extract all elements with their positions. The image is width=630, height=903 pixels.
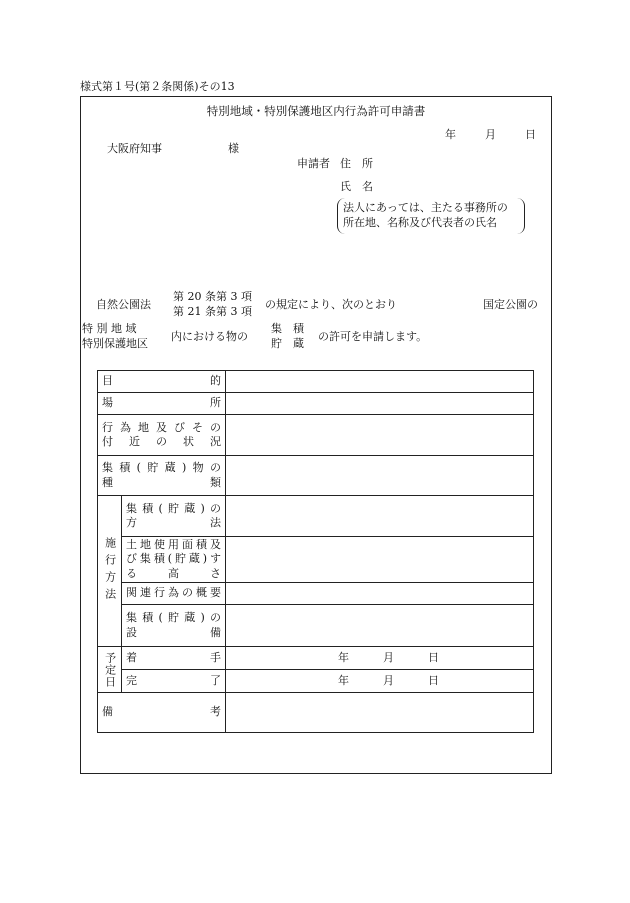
applicant-label: 申請者 bbox=[297, 157, 330, 170]
type-field[interactable] bbox=[226, 456, 534, 496]
date-day-label: 日 bbox=[525, 128, 536, 141]
addressee-name: 大阪府知事 bbox=[107, 142, 162, 155]
applicant-name-label: 氏 名 bbox=[340, 180, 373, 193]
form-title: 特別地域・特別保護地区内行為許可申請書 bbox=[206, 104, 426, 118]
schedule-group-label: 予定日 bbox=[98, 647, 122, 693]
method-group-label: 施行方法 bbox=[98, 496, 122, 647]
land-label: 土地使用面積及 び集積(貯蔵)す る 高 さ bbox=[122, 537, 226, 583]
table-row-related bbox=[98, 583, 534, 605]
addressee-suffix: 様 bbox=[228, 142, 239, 155]
table-row-type bbox=[98, 456, 534, 496]
date-year-label: 年 bbox=[445, 128, 456, 141]
place-field[interactable] bbox=[226, 393, 534, 415]
table-row-site bbox=[98, 415, 534, 456]
method-field[interactable] bbox=[226, 496, 534, 537]
facility-field[interactable] bbox=[226, 605, 534, 647]
date-line bbox=[445, 128, 536, 142]
related-field[interactable] bbox=[226, 583, 534, 605]
start-date-field[interactable] bbox=[226, 647, 534, 670]
table-row-land bbox=[98, 537, 534, 583]
finish-date-field[interactable] bbox=[226, 670, 534, 693]
finish-year-label: 年 bbox=[338, 673, 349, 687]
remarks-field[interactable] bbox=[226, 693, 534, 733]
purpose-label: 目 的 bbox=[98, 371, 226, 393]
table-row-place bbox=[98, 393, 534, 415]
finish-month-label: 月 bbox=[383, 673, 394, 687]
corporate-note-line1: 法人にあっては、主たる事務所の bbox=[343, 201, 508, 214]
statement-in-goods: 内における物の bbox=[171, 330, 248, 343]
statement-act-1: 集 積 bbox=[271, 322, 304, 335]
statement-request: の許可を申請します。 bbox=[318, 330, 428, 343]
finish-label: 完 了 bbox=[122, 670, 226, 693]
table-row-purpose bbox=[98, 371, 534, 393]
type-label: 集積(貯蔵)物の 種 類 bbox=[98, 456, 226, 496]
method-label: 集積(貯蔵)の 方 法 bbox=[122, 496, 226, 537]
table-row-method bbox=[98, 496, 534, 537]
place-label: 場 所 bbox=[98, 393, 226, 415]
statement-law: 自然公園法 bbox=[96, 298, 151, 311]
statement-act-2: 貯 蔵 bbox=[271, 337, 304, 350]
facility-label: 集積(貯蔵)の 設 備 bbox=[122, 605, 226, 647]
start-month-label: 月 bbox=[383, 650, 394, 664]
site-field[interactable] bbox=[226, 415, 534, 456]
statement-clause-2: 第 21 条第 3 項 bbox=[173, 305, 252, 318]
table-row-finish bbox=[98, 670, 534, 693]
purpose-field[interactable] bbox=[226, 371, 534, 393]
form-number: 様式第１号(第２条関係)その13 bbox=[80, 80, 235, 93]
statement-provision: の規定により、次のとおり bbox=[265, 298, 397, 311]
date-month-label: 月 bbox=[485, 128, 496, 141]
table-row-facility bbox=[98, 605, 534, 647]
statement-area-2: 特別保護地区 bbox=[82, 337, 148, 350]
related-label: 関連行為の概要 bbox=[122, 583, 226, 605]
land-field[interactable] bbox=[226, 537, 534, 583]
finish-day-label: 日 bbox=[428, 673, 439, 687]
statement-park: 国定公園の bbox=[483, 298, 538, 311]
applicant-address-label: 住 所 bbox=[340, 157, 373, 170]
table-row-remarks bbox=[98, 693, 534, 733]
corporate-note-line2: 所在地、名称及び代表者の氏名 bbox=[343, 216, 497, 229]
start-year-label: 年 bbox=[338, 650, 349, 664]
start-day-label: 日 bbox=[428, 650, 439, 664]
site-label: 行為地及びその 付近の状況 bbox=[98, 415, 226, 456]
statement-clause-1: 第 20 条第 3 項 bbox=[173, 290, 252, 303]
statement-area-1: 特 別 地 域 bbox=[82, 322, 137, 335]
remarks-label: 備 考 bbox=[98, 693, 226, 733]
start-label: 着 手 bbox=[122, 647, 226, 670]
table-row-start bbox=[98, 647, 534, 670]
application-table bbox=[97, 370, 534, 733]
